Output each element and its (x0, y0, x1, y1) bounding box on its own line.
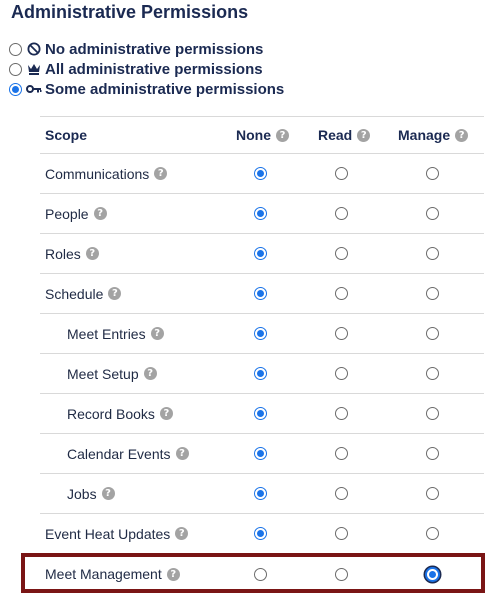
radio-manage[interactable] (426, 447, 439, 460)
help-icon[interactable]: ? (175, 527, 188, 540)
scope-label-text: Calendar Events (67, 445, 171, 462)
table-row (40, 234, 484, 274)
key-icon (26, 81, 42, 97)
cell-none (250, 234, 270, 273)
no-entry-icon (26, 41, 42, 57)
scope-label-text: Event Heat Updates (45, 525, 171, 542)
cell-read (331, 474, 351, 513)
cell-read (331, 314, 351, 353)
table-header (40, 116, 484, 154)
radio-read[interactable] (335, 287, 348, 300)
scope-label (45, 274, 121, 313)
table-row (40, 434, 484, 474)
help-icon[interactable]: ? (160, 407, 173, 420)
scope-label-text: Meet Setup (67, 365, 139, 382)
help-icon[interactable]: ? (144, 367, 157, 380)
permissions-table (40, 116, 484, 594)
scope-label-text: Jobs (67, 485, 97, 502)
cell-read (331, 514, 351, 553)
cell-none (250, 354, 270, 393)
radio-none[interactable] (254, 487, 267, 500)
scope-label-text: Meet Entries (67, 325, 146, 342)
help-icon[interactable]: ? (357, 129, 370, 142)
radio-none[interactable] (254, 447, 267, 460)
cell-manage (422, 394, 442, 433)
radio-no-permissions[interactable] (9, 43, 22, 56)
radio-read[interactable] (335, 367, 348, 380)
cell-read (331, 354, 351, 393)
cell-read (331, 194, 351, 233)
radio-manage[interactable] (426, 407, 439, 420)
radio-none[interactable] (254, 167, 267, 180)
scope-label (45, 154, 167, 193)
scope-label-text: Schedule (45, 285, 104, 302)
cell-manage (422, 274, 442, 313)
cell-none (250, 314, 270, 353)
cell-read (331, 234, 351, 273)
radio-manage[interactable] (426, 487, 439, 500)
scope-label (67, 474, 115, 513)
cell-none (250, 434, 270, 473)
table-row (40, 154, 484, 194)
radio-manage[interactable] (426, 527, 439, 540)
cell-manage (422, 234, 442, 273)
radio-manage[interactable] (426, 327, 439, 340)
radio-none[interactable] (254, 527, 267, 540)
radio-manage[interactable] (426, 287, 439, 300)
scope-label (67, 354, 157, 393)
radio-read[interactable] (335, 447, 348, 460)
cell-read (331, 154, 351, 193)
cell-manage (422, 154, 442, 193)
radio-read[interactable] (335, 167, 348, 180)
crown-icon (26, 61, 42, 77)
scope-label (67, 434, 189, 473)
cell-none (250, 394, 270, 433)
table-row (40, 274, 484, 314)
scope-label (45, 234, 99, 273)
help-icon[interactable]: ? (154, 167, 167, 180)
table-body (40, 154, 484, 594)
radio-read[interactable] (335, 407, 348, 420)
header-read: Read ? (318, 117, 370, 153)
help-icon[interactable]: ? (108, 287, 121, 300)
radio-manage[interactable] (426, 207, 439, 220)
help-icon[interactable]: ? (94, 207, 107, 220)
cell-manage (422, 474, 442, 513)
option-all-permissions[interactable] (9, 60, 263, 78)
help-icon[interactable]: ? (151, 327, 164, 340)
radio-manage[interactable] (426, 367, 439, 380)
highlight-box (21, 553, 485, 593)
option-label: Some administrative permissions (45, 80, 285, 98)
cell-none (250, 274, 270, 313)
radio-all-permissions[interactable] (9, 63, 22, 76)
cell-none (250, 514, 270, 553)
cell-manage (422, 314, 442, 353)
help-icon[interactable]: ? (167, 568, 180, 581)
table-row (40, 194, 484, 234)
option-label: All administrative permissions (45, 60, 263, 78)
radio-manage[interactable] (426, 247, 439, 260)
table-row (40, 474, 484, 514)
cell-read (331, 434, 351, 473)
help-icon[interactable]: ? (176, 447, 189, 460)
help-icon[interactable]: ? (455, 129, 468, 142)
table-row (40, 394, 484, 434)
option-label: No administrative permissions (45, 40, 264, 58)
header-none: None ? (236, 117, 289, 153)
header-manage: Manage ? (398, 117, 468, 153)
cell-manage (422, 354, 442, 393)
cell-manage (422, 514, 442, 553)
cell-read (331, 394, 351, 433)
radio-none[interactable] (254, 407, 267, 420)
radio-read[interactable] (335, 247, 348, 260)
page-title: Administrative Permissions (11, 2, 249, 22)
radio-none[interactable] (254, 327, 267, 340)
scope-label-text: People (45, 205, 89, 222)
cell-none (250, 194, 270, 233)
radio-read[interactable] (335, 207, 348, 220)
radio-manage[interactable] (426, 167, 439, 180)
option-no-permissions[interactable] (9, 40, 263, 58)
scope-label (67, 314, 164, 353)
option-some-permissions[interactable] (9, 80, 284, 98)
help-icon[interactable]: ? (102, 487, 115, 500)
radio-read[interactable] (335, 527, 348, 540)
radio-read[interactable] (335, 487, 348, 500)
radio-none[interactable] (254, 247, 267, 260)
radio-none[interactable] (254, 287, 267, 300)
table-row (40, 314, 484, 354)
cell-none (250, 154, 270, 193)
scope-label (45, 514, 188, 553)
scope-label-text: Communications (45, 165, 150, 182)
radio-none[interactable] (254, 367, 267, 380)
radio-some-permissions[interactable] (9, 83, 22, 96)
header-scope: Scope (45, 127, 88, 143)
radio-none[interactable] (254, 207, 267, 220)
cell-manage (422, 434, 442, 473)
cell-read (331, 274, 351, 313)
scope-label-text: Roles (45, 245, 81, 262)
help-icon[interactable]: ? (276, 129, 289, 142)
scope-label-text: Meet Management (45, 566, 162, 582)
scope-label (45, 194, 107, 233)
help-icon[interactable]: ? (86, 247, 99, 260)
cell-manage (422, 194, 442, 233)
table-row (40, 354, 484, 394)
radio-read[interactable] (335, 327, 348, 340)
scope-label-text: Record Books (67, 405, 155, 422)
cell-none (250, 474, 270, 513)
table-row (40, 514, 484, 554)
scope-label (67, 394, 173, 433)
